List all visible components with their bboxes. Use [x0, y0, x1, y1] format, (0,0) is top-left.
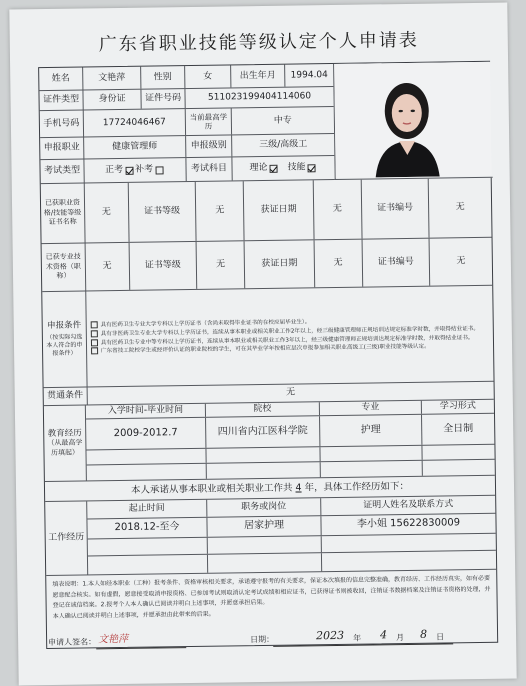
level-value: 三级/高级工 — [259, 139, 308, 151]
education-label-cell — [44, 405, 87, 481]
signature-handwritten: 文艳萍 — [98, 633, 129, 646]
cert2-date-value: 无 — [314, 240, 362, 288]
edu-header-form: 学习形式 — [439, 401, 476, 412]
exam-subject-options — [232, 156, 334, 180]
cert2-value: 无 — [85, 243, 129, 291]
condition-option-3[interactable]: 具有医药卫生专业中等专科以上学历证书，连续从事本职业或相关职业工作3年以上，经三级健康管理师正规培训达规定标准学时数，并取得结业证书。 — [91, 334, 474, 348]
cert1-num-label: 证书编号 — [361, 179, 430, 239]
cert1-label: 已获职业资格/技能等级证书名称 — [41, 183, 86, 243]
condition-option-4[interactable]: 广东省技工院校学生或经评价认证的职业院校的学生，可在其毕业学年按相应层次申报参加相关职业高级工(三级)职业技能等级认定。 — [91, 343, 430, 356]
idtype-label: 证件类型 — [39, 90, 83, 110]
condition-option-2[interactable]: 具有非医药卫生专业大学专科以上学历证书，连续从事本职业或相关职业工作2年以上，经三级健康管理师正规培训达规定标准学时数，并取得结业证书。 — [91, 325, 479, 339]
cert2-date-label: 获证日期 — [245, 240, 315, 288]
idno-label: 证件号码 — [141, 89, 185, 109]
form-title: 广东省职业技能等级认定个人申请表 — [98, 29, 419, 56]
condition-option-1[interactable]: 具有医药卫生专业大学专科以上学历证书（含尚未取得毕业证书的在校应届毕业生）。 — [90, 319, 310, 331]
date-day: 8 — [419, 627, 428, 641]
row-conditions — [42, 286, 493, 388]
education-label: 教育经历 — [47, 428, 82, 439]
date-month-unit: 月 — [396, 633, 405, 643]
edu-header-period: 入学时间-毕业时间 — [86, 404, 206, 419]
date-year: 2023 — [315, 628, 345, 643]
cert2-num-label: 证书编号 — [362, 239, 430, 287]
date-line — [273, 643, 453, 647]
gender-label: 性别 — [141, 66, 185, 89]
edu-major: 护理 — [320, 415, 422, 447]
edu-value: 中专 — [273, 115, 292, 126]
date-label: 日期： — [250, 634, 275, 645]
edu-form: 全日制 — [443, 423, 474, 435]
exam-skill-checkbox[interactable] — [308, 164, 316, 172]
cert1-date-value: 无 — [314, 180, 363, 240]
form-table — [38, 61, 498, 649]
application-form-sheet — [9, 3, 516, 686]
signature-line — [96, 647, 186, 649]
exam-type-options — [84, 158, 186, 182]
date-day-unit: 日 — [436, 632, 445, 642]
note-text: 填表说明：1.本人如经本职业（工种）报考条件、资格审核相关要求，承诺遵守报考的有关要求，保证本次填报的信息完整准确，教育经历、工作经历真实，如有必要愿意配合核实。如有虚假，愿意接受取消申报资格、已参加考试则取消认定考试成绩和相应证书，已获得证书则被收回，注销证书数据档案及注销证书资格的处理，并登记在诚信档案。2.报考个人本人确认已阅读并明白上述事项，并愿意承担后果。 — [52, 574, 491, 609]
note-confirm: 本人确认已阅读并明白上述事项，并愿承担由此带来的后果。 — [52, 610, 215, 620]
work-header-period: 起止时间 — [87, 500, 207, 518]
birth-label: 出生年月 — [231, 65, 285, 88]
exam-theory-checkbox[interactable] — [269, 164, 277, 172]
work-period: 2018.12-至今 — [87, 518, 207, 538]
condition-checkbox-1[interactable] — [90, 321, 97, 328]
phone-label: 手机号码 — [40, 110, 84, 137]
work-label: 工作经历 — [45, 501, 88, 575]
edu-header-school: 院校 — [206, 402, 320, 416]
idno-value: 511023199404114060 — [207, 91, 312, 103]
education-table — [86, 400, 495, 481]
condition-checkbox-2[interactable] — [91, 330, 98, 337]
job-label: 申报职业 — [40, 137, 84, 159]
exam-normal-label: 正考 — [104, 165, 124, 176]
cert1-grade-label: 证书等级 — [128, 182, 197, 242]
exam-type-label: 考试类型 — [40, 159, 84, 183]
signature-area — [18, 612, 517, 659]
cert1-grade-value: 无 — [196, 181, 245, 241]
work-post: 居家护理 — [207, 516, 321, 536]
work-years: 4 — [295, 482, 302, 494]
work-table — [87, 496, 496, 575]
birth-value: 1994.04 — [290, 69, 328, 81]
through-value: 无 — [286, 387, 296, 398]
cert2-label: 已获专业技术资格（职称） — [42, 243, 86, 291]
cert1-date-label: 获证日期 — [244, 180, 315, 240]
exam-makeup-label: 补考 — [134, 164, 154, 175]
row-education — [44, 400, 495, 482]
row-work — [45, 496, 496, 576]
gender-value: 女 — [185, 65, 231, 88]
date-month: 4 — [379, 628, 388, 642]
row-cert-qualification — [41, 178, 492, 244]
edu-header-major: 专业 — [320, 401, 422, 415]
work-header-reference: 证明人姓名及联系方式 — [363, 499, 454, 511]
condition-checkbox-3[interactable] — [91, 339, 98, 346]
idtype-value: 身份证 — [83, 90, 141, 110]
cert1-num-value: 无 — [455, 202, 465, 213]
applicant-photo — [333, 62, 493, 180]
name-label: 姓名 — [39, 67, 83, 90]
exam-makeup-checkbox[interactable] — [155, 166, 163, 174]
cert2-grade-label: 证书等级 — [129, 242, 197, 290]
exam-skill-label: 技能 — [287, 162, 306, 173]
conditions-label: 申报条件 — [47, 320, 82, 331]
work-header-post: 职务或岗位 — [207, 498, 321, 516]
name-value: 文艳萍 — [83, 67, 141, 90]
exam-normal-checkbox[interactable] — [125, 166, 133, 174]
through-label: 贯通条件 — [44, 387, 88, 405]
cert2-grade-value: 无 — [197, 241, 245, 289]
work-reference: 李小姐 15622830009 — [356, 517, 461, 530]
exam-theory-label: 理论 — [249, 163, 268, 174]
edu-label: 当前最高学历 — [186, 108, 232, 135]
phone-value: 17724046467 — [84, 109, 186, 136]
edu-period: 2009-2012.7 — [86, 418, 206, 450]
level-label: 申报级别 — [186, 135, 232, 157]
edu-school: 四川省内江医科学院 — [206, 416, 320, 448]
conditions-label-cell — [42, 291, 87, 387]
exam-subject-label: 考试科目 — [186, 157, 232, 181]
row-cert-title — [42, 238, 493, 292]
date-year-unit: 年 — [353, 633, 362, 643]
conditions-sublabel: （按实际勾选本人符合的申报条件） — [46, 333, 83, 358]
cert2-num-value: 无 — [456, 256, 466, 267]
education-sublabel: （从最高学历填起） — [47, 438, 83, 457]
condition-checkbox-4[interactable] — [91, 347, 98, 354]
row-phone — [40, 107, 334, 138]
signature-label: 申请人签名： — [48, 637, 97, 648]
work-statement: 本人承诺从事本职业或相关职业工作共 4 年，具体工作经历如下： — [130, 480, 410, 496]
cert1-value: 无 — [85, 183, 130, 243]
job-value: 健康管理师 — [84, 136, 186, 158]
conditions-options — [86, 286, 493, 387]
